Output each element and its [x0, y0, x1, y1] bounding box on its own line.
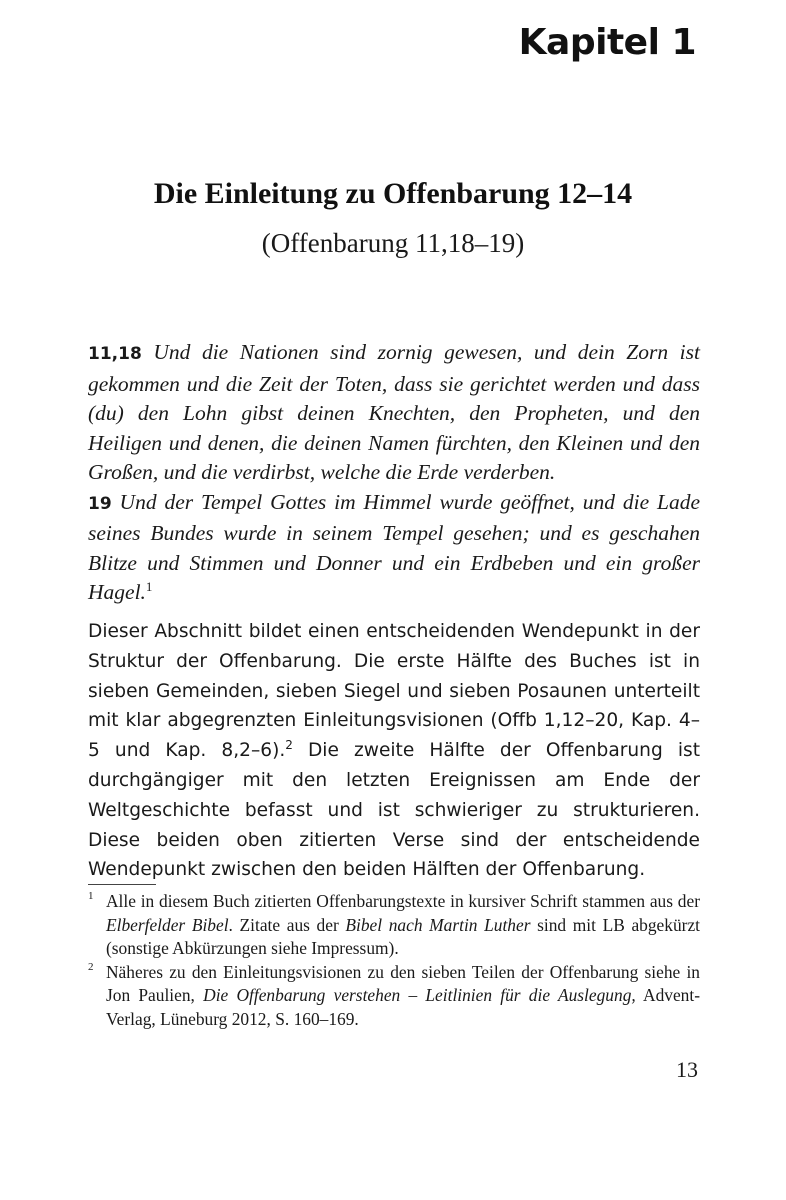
section-title: Die Einleitung zu Offenbarung 12–14 [153, 177, 633, 210]
footnote-italic: Elberfelder Bibel [106, 914, 229, 935]
footnote-reference: 1 [145, 578, 153, 594]
footnote-2 [88, 961, 700, 1032]
verse-text: Und die Nationen sind zornig gewesen, und dein Zorn ist gekommen und die Zeit der Toten, dass sie gerichtet werden und dass (du) den Lohn gibst deinen Knechten, den Propheten, und den Heiligen und denen, die deinen Namen fürchten, den Kleinen und den Großen, und die verdirbst, welche die Erde verderben. [88, 340, 700, 484]
section-subtitle: (Offenbarung 11,18–19) [261, 228, 525, 258]
verse-number: 19 [88, 493, 112, 514]
scripture-quote [88, 338, 700, 608]
body-text-part: Dieser Abschnitt bildet einen entscheidenden Wendepunkt in der Struktur der Offenbarung. Die erste Hälfte des Buches ist in sieben Gemeinden, sieben Siegel und sieben Posaunen unterteilt mit klar abgegrenzten Einleitungsvisionen (Offb 1,12–20, Kap. 4–5 und Kap. 8,2–6). [88, 621, 700, 762]
footnote-mark: 2 [88, 960, 94, 973]
footnote-text: Advent-Verlag, Lüneburg 2012, S. 160–169. [106, 985, 700, 1029]
verse-11-18 [88, 338, 700, 488]
footnote-italic: Die Offenbarung verstehen – Leitlinien für die Auslegung, [203, 985, 636, 1005]
footnote-mark: 1 [88, 890, 94, 902]
footnotes [88, 890, 700, 1031]
footnote-text: sind mit LB abgekürzt (sonstige Abkürzungen siehe Impressum). [106, 914, 701, 958]
body-paragraph [88, 617, 700, 885]
footnote-1 [88, 890, 700, 961]
footnote-italic: Bibel nach Martin Luther [345, 914, 531, 935]
verse-19 [88, 488, 700, 608]
footnote-reference: 2 [285, 738, 293, 752]
footnote-text: . Zitate aus der [228, 914, 346, 935]
footnote-divider [88, 884, 156, 885]
verse-text: Und der Tempel Gottes im Himmel wurde geöffnet, und die Lade seines Bundes wurde in seinem Tempel gesehen; und es geschahen Blitze und Stimmen und Donner und ein Erdbeben und ein großer Hagel. [88, 489, 701, 604]
footnote-text: Alle in diesem Buch zitierten Offenbarungstexte in kursiver Schrift stammen aus der [106, 891, 700, 911]
page-number: 13 [676, 1057, 698, 1082]
footnote-text: Näheres zu den Einleitungsvisionen zu den sieben Teilen der Offenbarung siehe in Jon Paulien, [106, 961, 700, 1005]
verse-number: 11,18 [88, 344, 142, 364]
chapter-label: Kapitel 1 [518, 22, 696, 63]
body-text-part: Die zweite Hälfte der Offenbarung ist durchgängiger mit den letzten Ereignissen am Ende der Weltgeschichte befasst und ist schwieriger zu strukturieren. Diese beiden oben zitierten Verse sind der entscheidende Wendepunkt zwischen den beiden Hälften der Offenbarung. [88, 740, 700, 881]
